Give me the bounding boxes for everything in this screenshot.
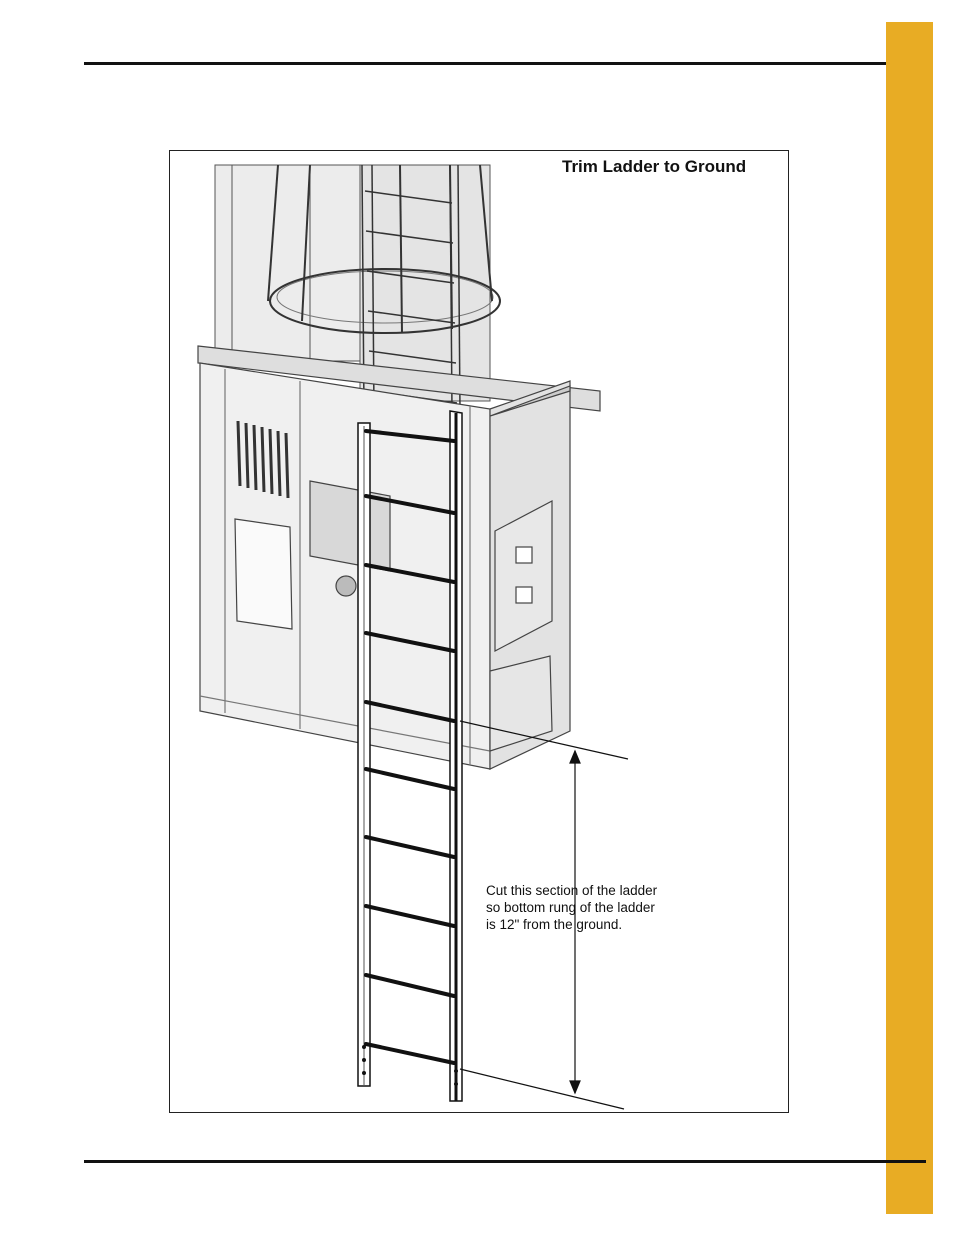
housing-box [198, 346, 600, 769]
figure-title: Trim Ladder to Ground [562, 157, 747, 176]
cut-instruction-callout [486, 882, 686, 933]
callout-line: so bottom rung of the ladder [486, 900, 655, 915]
section-tab [886, 22, 933, 1214]
header-rule [84, 62, 926, 65]
footer-rule [84, 1160, 926, 1163]
rail-holes [362, 1045, 458, 1086]
callout-line: Cut this section of the ladder [486, 883, 658, 898]
ladder-drawing [170, 151, 789, 1113]
figure-frame [169, 150, 789, 1113]
callout-line: is 12" from the ground. [486, 917, 623, 932]
